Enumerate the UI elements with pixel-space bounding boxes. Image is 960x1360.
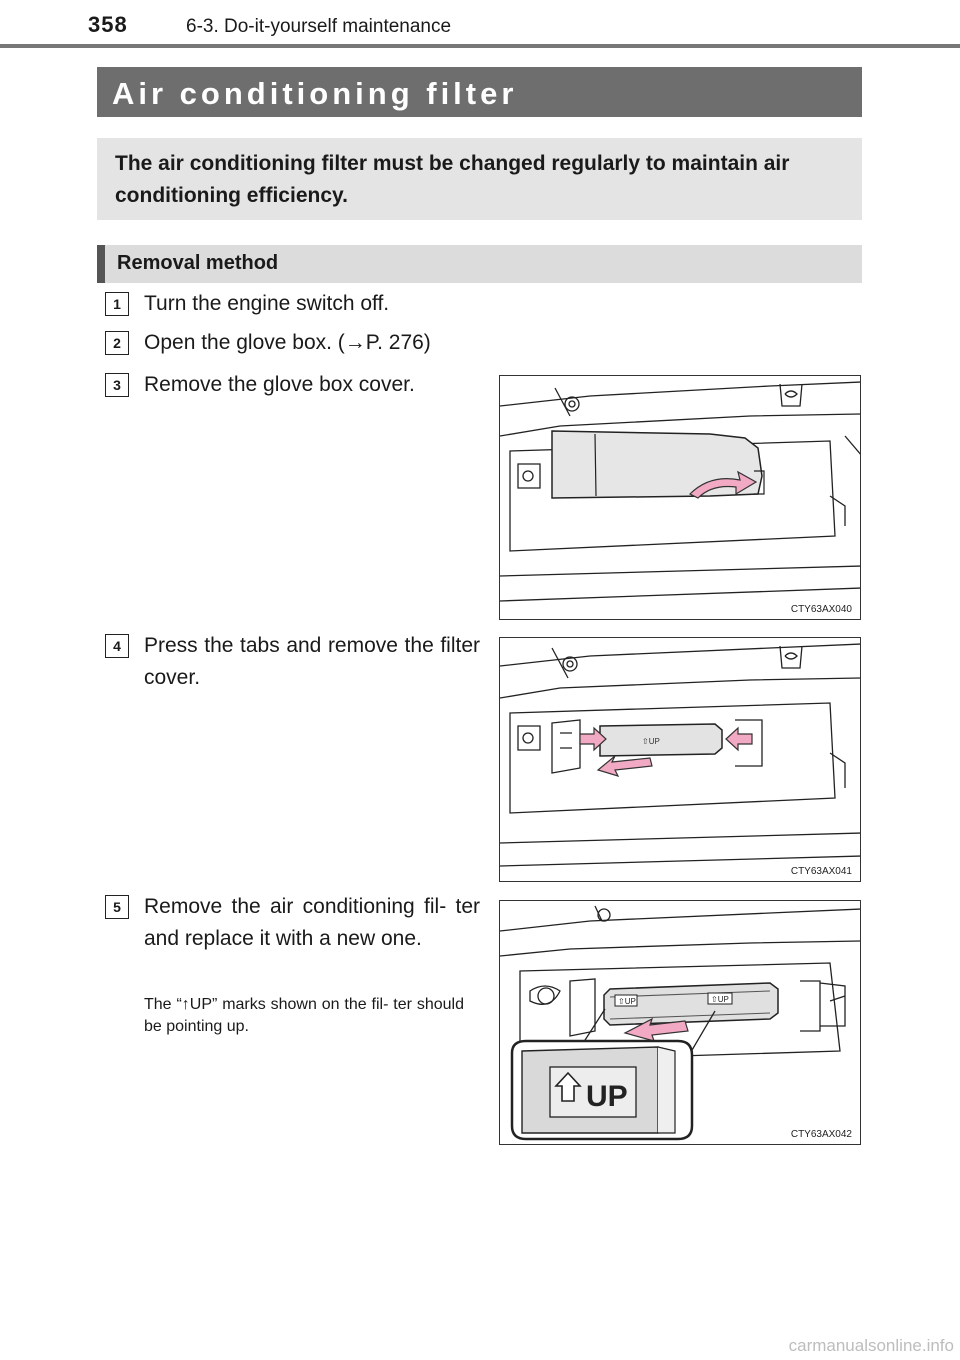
step-text-3: Remove the glove box cover. [144, 373, 415, 396]
figure-filter-replacement [499, 900, 861, 1145]
pull-arrow-icon [598, 756, 652, 776]
svg-text:⇧UP: ⇧UP [642, 737, 660, 746]
glove-box-cover-panel [552, 431, 762, 498]
header-rule [0, 44, 960, 48]
filter-cover-panel [600, 724, 722, 756]
step-number-3: 3 [105, 373, 129, 397]
step-text-2: Open the glove box. (→P. 276) [144, 331, 431, 354]
intro-text: The air conditioning filter must be changed regularly to maintain air conditioning efficiency. [115, 152, 790, 207]
step-number-5: 5 [105, 895, 129, 919]
note-text: The “↑UP” marks shown on the fil- ter should be pointing up. [144, 996, 464, 1035]
method-heading: Removal method [117, 252, 279, 274]
intro-box [97, 138, 862, 220]
figure-code: CTY63AX040 [790, 604, 852, 615]
page-title: Air conditioning filter [112, 76, 518, 111]
up-label-text: UP [586, 1080, 628, 1113]
figure-filter-cover [499, 637, 861, 882]
step-number-4: 4 [105, 634, 129, 658]
figure-code: CTY63AX042 [790, 1129, 852, 1140]
watermark: carmanualsonline.info [788, 1336, 954, 1355]
method-heading-bar [97, 245, 862, 283]
section-path: 6-3. Do-it-yourself maintenance [186, 16, 452, 37]
page-number: 358 [88, 12, 128, 37]
step-text-5: Remove the air conditioning fil- ter and replace it with a new one. [144, 895, 480, 950]
press-arrow-left-icon [726, 728, 752, 750]
svg-text:⇧UP: ⇧UP [618, 997, 636, 1006]
step-number-1: 1 [105, 292, 129, 316]
filter-cover-illustration [500, 638, 861, 882]
filter-replacement-illustration [500, 901, 861, 1145]
figure-code: CTY63AX041 [790, 866, 852, 877]
title-bar [97, 67, 862, 117]
figure-glove-box-cover [499, 375, 861, 620]
step-text-4: Press the tabs and remove the filter cover. [144, 634, 480, 689]
step-number-2: 2 [105, 331, 129, 355]
step-text-1: Turn the engine switch off. [144, 292, 390, 315]
svg-text:⇧UP: ⇧UP [711, 995, 729, 1004]
glove-box-illustration [500, 376, 861, 620]
